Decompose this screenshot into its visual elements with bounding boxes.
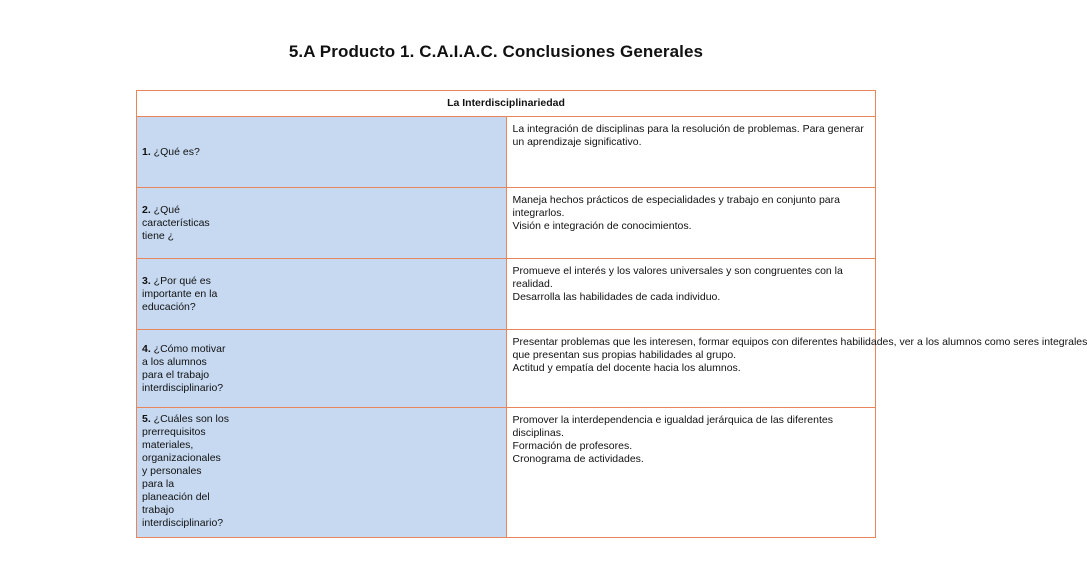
slide-title: 5.A Producto 1. C.A.I.A.C. Conclusiones Generales	[288, 42, 704, 61]
question-number: 4.	[142, 342, 151, 355]
question-cell	[137, 259, 507, 330]
table-row	[137, 188, 876, 259]
table-header: La Interdisciplinariedad	[137, 91, 876, 117]
question-cell	[137, 117, 507, 188]
table-row	[137, 330, 876, 408]
question-cell	[137, 188, 507, 259]
table-row	[137, 259, 876, 330]
answer-cell: Promueve el interés y los valores universales y son congruentes con la realidad. Desarrolla las habilidades de cada individuo.	[506, 259, 876, 330]
question-text: ¿Cómo motivar a los alumnos para el trabajo interdisciplinario?	[142, 342, 226, 394]
answer-cell: Presentar problemas que les interesen, formar equipos con diferentes habilidades, ver a los alumnos como seres integrales que presentan sus propias habilidades al grupo. Actitud y empatía del docente hacia los alumnos.	[506, 330, 876, 408]
question-number: 1.	[142, 145, 151, 158]
question-number: 3.	[142, 274, 151, 287]
question-text: ¿Qué características tiene ¿	[142, 203, 210, 242]
question-text: ¿Cuáles son los prerrequisitos materiales, organizacionales y personales para la planeación del trabajo interdisciplinario?	[142, 413, 229, 529]
question-number: 5.	[142, 413, 151, 425]
question-text: ¿Por qué es importante en la educación?	[142, 274, 218, 313]
question-cell	[137, 330, 507, 408]
answer-cell: Maneja hechos prácticos de especialidades y trabajo en conjunto para integrarlos. Visión e integración de conocimientos.	[506, 188, 876, 259]
answer-cell: La integración de disciplinas para la resolución de problemas. Para generar un aprendizaje significativo.	[506, 117, 876, 188]
table-header-row	[137, 91, 876, 117]
question-cell	[137, 408, 507, 538]
answer-cell: Promover la interdependencia e igualdad jerárquica de las diferentes disciplinas. Formación de profesores. Cronograma de actividades.	[506, 408, 876, 538]
interdisciplinarity-table	[136, 90, 1087, 537]
question-text: ¿Qué es?	[150, 145, 200, 158]
table-row	[137, 408, 876, 538]
table-row	[137, 117, 876, 188]
question-number: 2.	[142, 203, 151, 216]
